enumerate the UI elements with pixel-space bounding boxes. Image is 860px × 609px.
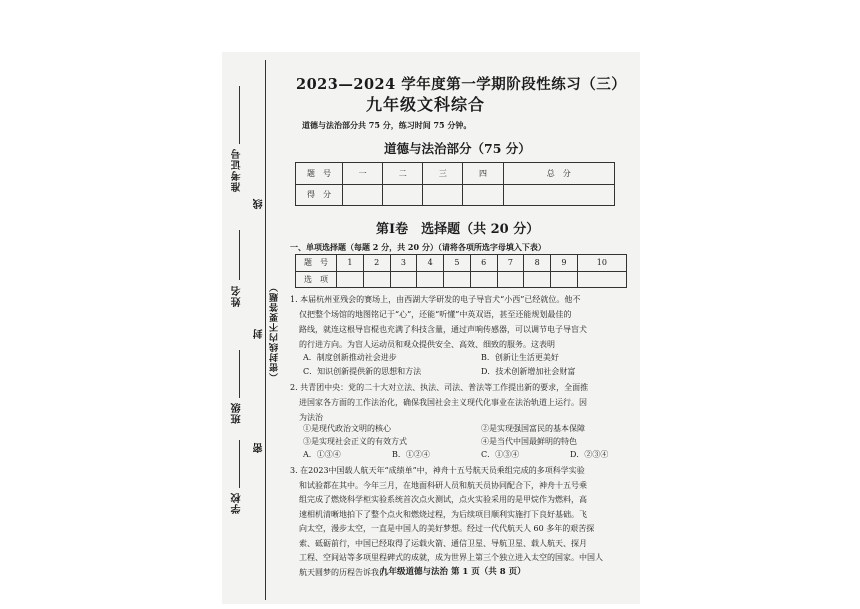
seal-warning: （密封线内不要答题） (270, 282, 280, 382)
answer-table (295, 254, 627, 288)
section-title: 道德与法治部分（75 分） (384, 141, 531, 156)
question-line: 航天圆梦的历程告诉我们 (299, 567, 387, 577)
answer-number: 7 (497, 255, 524, 272)
exam-number-label: 准考证号 (232, 148, 243, 192)
option-1c[interactable]: C．知识创新提供新的思想和方法 (303, 367, 422, 376)
answer-cell[interactable] (337, 271, 364, 288)
score-cell[interactable] (463, 184, 503, 206)
question-line: 的行进方向。为盲人运动员和观众提供安全、高效、细致的服务。这表明 (299, 340, 555, 349)
score-cell[interactable] (343, 184, 383, 206)
answer-cell[interactable] (363, 271, 390, 288)
name-field (239, 230, 240, 280)
answer-cell[interactable] (417, 271, 444, 288)
answer-cell[interactable] (524, 271, 551, 288)
answer-header-label: 题 号 (296, 255, 337, 272)
option-1a[interactable]: A．制度创新推动社会进步 (303, 353, 397, 362)
statement-2: ②是实现强国富民的基本保障 (481, 424, 585, 433)
option-2c[interactable]: C．①③④ (481, 450, 520, 459)
statement-1: ①是现代政治文明的核心 (303, 424, 391, 433)
answer-cell[interactable] (577, 271, 626, 288)
score-row-label: 得 分 (296, 184, 343, 206)
answer-cell[interactable] (444, 271, 471, 288)
exam-number-field (239, 86, 240, 144)
option-1d[interactable]: D．技术创新增加社会财富 (481, 367, 576, 376)
answer-row-label: 选 项 (296, 271, 337, 288)
school-label: 学校 (232, 492, 243, 514)
question-line: 1. 本届杭州亚残会的赛场上，由西湖大学研发的电子导盲犬“小西”已经就位。他不 (290, 295, 581, 304)
school-field (239, 440, 240, 488)
question-line: 3. 在2023中国载人航天年“成绩单”中，神舟十五号航天员乘组完成的多项科学实验 (290, 466, 585, 475)
answer-cell[interactable] (497, 271, 524, 288)
exam-note: 道德与法治部分共 75 分，练习时间 75 分钟。 (302, 120, 472, 130)
answer-number: 9 (551, 255, 578, 272)
question-line: 组完成了燃烧科学柜实验系统首次点火测试，点火实验采用的是甲烷作为燃料，高 (299, 495, 587, 504)
question-1 (290, 292, 624, 352)
score-col-total: 总 分 (503, 163, 615, 185)
instruction: 一、单项选择题（每题 2 分，共 20 分）（请将各项所选字母填入下表） (290, 242, 546, 252)
option-2d[interactable]: D．②③④ (570, 450, 609, 459)
answer-cell[interactable] (470, 271, 497, 288)
question-line: 2. 共青团中央：党的二十大对立法、执法、司法、普法等工作提出新的要求，全面推 (290, 383, 589, 392)
score-table (295, 162, 615, 206)
option-2a[interactable]: A．①③④ (303, 450, 341, 459)
question-2 (290, 380, 624, 425)
question-line: 速相机清晰地拍下了整个点火和燃烧过程，为后续项目顺利实施打下良好基础。飞 (299, 509, 587, 519)
answer-number: 1 (337, 255, 364, 272)
seal-mark-feng: 封 (254, 328, 265, 339)
answer-number: 4 (417, 255, 444, 272)
name-label: 姓名 (232, 285, 243, 307)
question-line: 索、砥砺前行，中国已经取得了运载火箭、通信卫星、导航卫星、载人航天、探月 (299, 538, 587, 548)
question-3 (290, 446, 624, 580)
question-line: 工程、空间站等多项里程碑式的成就，成为世界上第三个独立进入太空的国家。中国人 (299, 553, 603, 562)
exam-subtitle: 九年级文科综合 (366, 95, 486, 114)
score-col-3: 三 (423, 163, 463, 185)
question-line: 进国家各方面的工作法治化，确保我国社会主义现代化事业在法治轨道上运行。因 (299, 398, 587, 407)
score-cell[interactable] (503, 184, 615, 206)
score-col-1: 一 (343, 163, 383, 185)
answer-cell[interactable] (390, 271, 417, 288)
score-cell[interactable] (383, 184, 423, 206)
question-line: 为法治 (299, 413, 323, 422)
class-field (239, 350, 240, 398)
score-col-4: 四 (463, 163, 503, 185)
statement-4: ④是当代中国最鲜明的特色 (481, 437, 577, 446)
answer-cell[interactable] (551, 271, 578, 288)
answer-number: 5 (444, 255, 471, 272)
answer-number: 2 (363, 255, 390, 272)
score-cell[interactable] (423, 184, 463, 206)
score-col-2: 二 (383, 163, 423, 185)
class-label: 班级 (232, 402, 243, 424)
score-header-label: 题 号 (296, 163, 343, 185)
answer-number: 8 (524, 255, 551, 272)
part-title: 第Ⅰ卷 选择题（共 20 分） (376, 222, 540, 237)
answer-number: 3 (390, 255, 417, 272)
question-line: 路线，就连这根导盲棍也充满了科技含量，通过声响传感器，可以调节电子导盲犬 (299, 325, 587, 334)
seal-mark-mi: 密 (254, 442, 265, 453)
option-2b[interactable]: B．①②④ (392, 450, 430, 459)
question-line: 仅把整个场馆的地图铭记于“心”，还能“听懂”中英双语，甚至还能规划最佳的 (299, 310, 572, 319)
page-footer: 九年级道德与法治 第 1 页（共 8 页） (380, 567, 526, 577)
question-line: 和试验都在其中。今年三月，在地面科研人员和航天员协同配合下，神舟十五号乘 (299, 480, 587, 490)
seal-mark-xian: 线 (254, 198, 265, 209)
option-1b[interactable]: B．创新让生活更美好 (481, 353, 559, 362)
exam-title: 2023—2024 学年度第一学期阶段性练习（三） (296, 76, 627, 93)
statement-3: ③是实现社会正义的有效方式 (303, 437, 407, 446)
answer-number: 6 (470, 255, 497, 272)
question-line: 向太空，漫步太空，一直是中国人的美好梦想。经过一代代航天人 60 多年的艰苦探 (299, 524, 595, 533)
answer-number: 10 (577, 255, 626, 272)
